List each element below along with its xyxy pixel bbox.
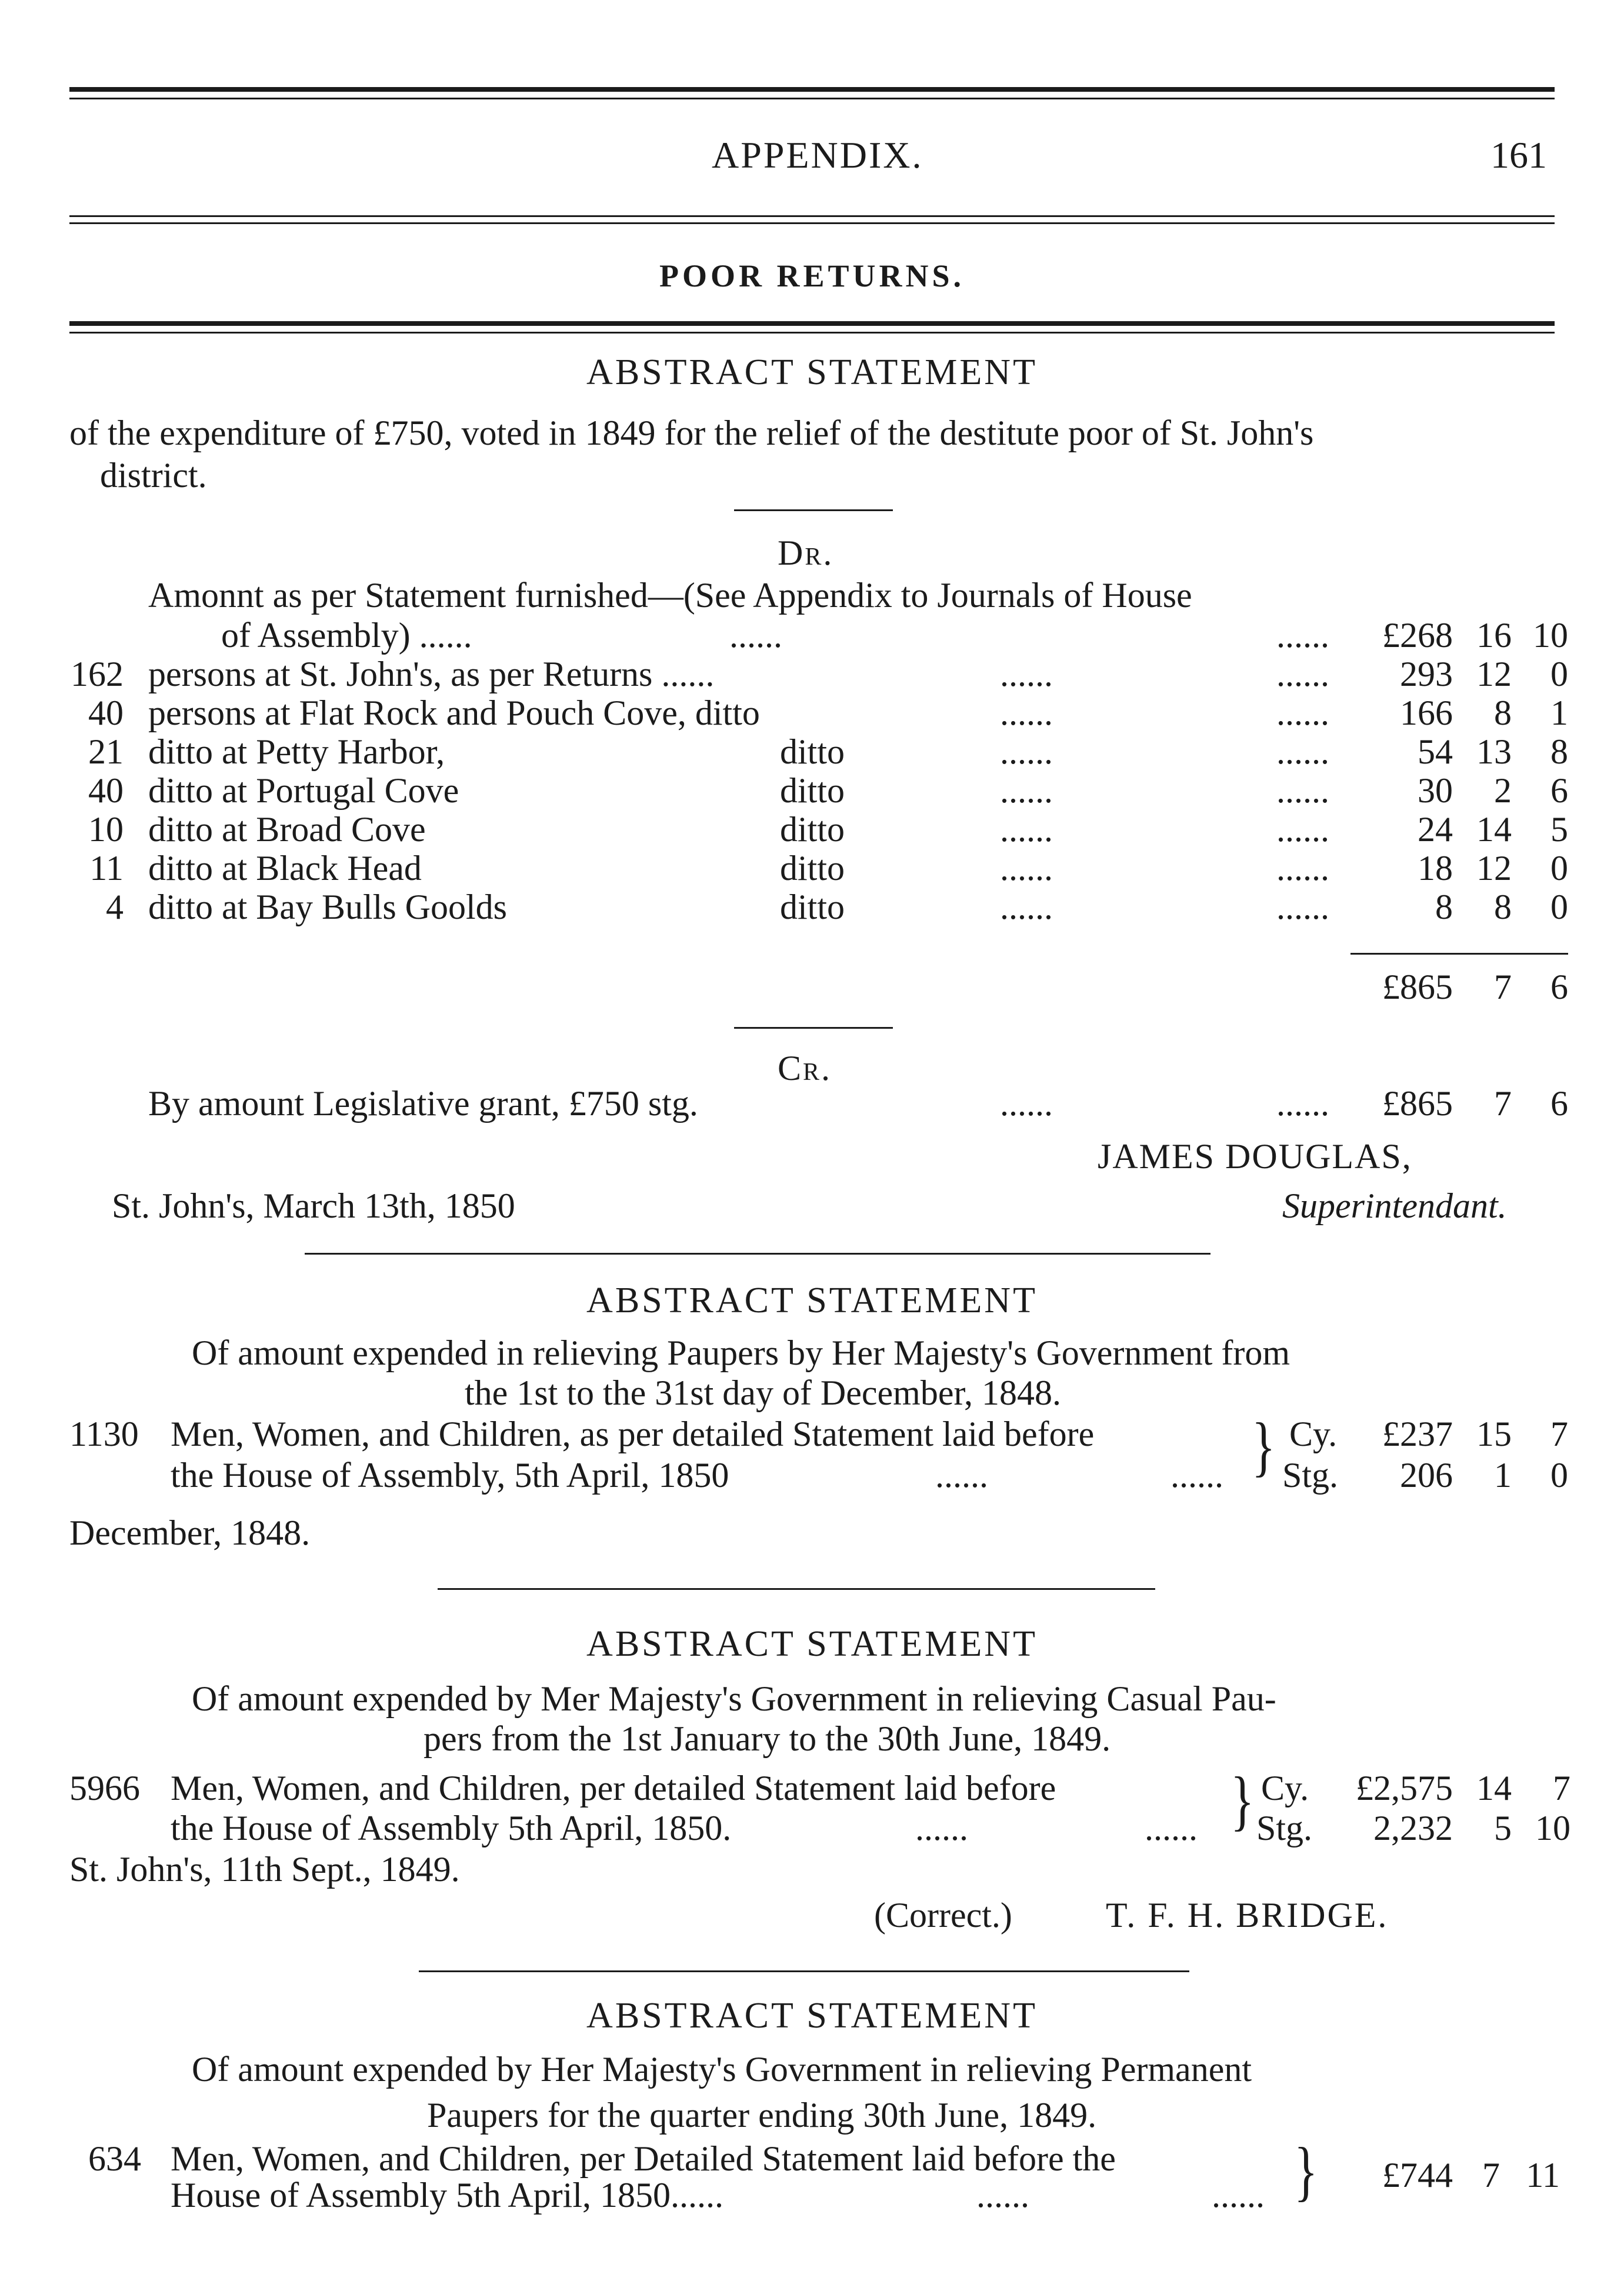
statement1-sum-rule	[1350, 953, 1568, 955]
statement3-count: 5966	[69, 1769, 140, 1808]
statement4-heading: ABSTRACT STATEMENT	[586, 1996, 1038, 2036]
statement3-stg-pounds: 2,232	[1373, 1809, 1453, 1848]
statement1-row-description: persons at Flat Rock and Pouch Cove, ditto	[148, 693, 760, 732]
statement4-line2: House of Assembly 5th April, 1850......	[171, 2176, 723, 2215]
statement4-intro-line1: Of amount expended by Her Majesty's Government in relieving Permanent	[192, 2050, 1252, 2089]
statement4-intro-line2: Paupers for the quarter ending 30th June, 1849.	[427, 2096, 1097, 2135]
statement1-row-pounds: 24	[1418, 810, 1453, 849]
statement3-signatory: T. F. H. BRIDGE.	[1106, 1896, 1389, 1935]
top-rule-thin	[69, 98, 1555, 99]
statement1-total-shillings: 7	[1494, 968, 1512, 1006]
statement1-row-count: 40	[88, 693, 124, 732]
statement3-correct: (Correct.)	[874, 1896, 1012, 1935]
statement1-row-shillings: 13	[1476, 732, 1512, 771]
statement2-intro-line1: Of amount expended in relieving Paupers by Her Majesty's Government from	[192, 1333, 1290, 1372]
statement1-row-pounds: £268	[1382, 616, 1453, 655]
statement4-leader-1: ......	[976, 2176, 1029, 2215]
statement1-row-pence: 0	[1550, 655, 1568, 693]
statement1-row-shillings: 12	[1476, 655, 1512, 693]
statement2-cy-shillings: 15	[1476, 1415, 1512, 1453]
statement1-cr-line: By amount Legislative grant, £750 stg.	[148, 1084, 698, 1123]
statement1-dr-label: Dr.	[778, 533, 834, 572]
statement4-pence: 11	[1526, 2156, 1560, 2195]
statement1-row-count: 11	[89, 849, 124, 888]
statement1-row-shillings: 2	[1494, 771, 1512, 810]
statement2-leader-2: ......	[1171, 1456, 1223, 1495]
statement1-cr-label: Cr.	[778, 1049, 832, 1088]
statement1-short-rule-1	[734, 509, 893, 511]
statement1-row-leader: ......	[1276, 616, 1329, 655]
page-number: 161	[1490, 134, 1547, 176]
statement1-row-leader: ......	[1276, 771, 1329, 810]
statement1-row-pence: 8	[1550, 732, 1568, 771]
statement1-intro-line2: district.	[100, 456, 207, 495]
statement1-row-pounds: 8	[1435, 888, 1453, 926]
section-rule-thick	[69, 321, 1555, 326]
statement1-row-leader: ......	[729, 616, 782, 655]
statement1-row-ditto: ditto	[780, 732, 845, 771]
statement3-heading: ABSTRACT STATEMENT	[586, 1624, 1038, 1664]
statement1-place-date: St. John's, March 13th, 1850	[112, 1186, 515, 1225]
statement3-brace: }	[1230, 1764, 1255, 1838]
statement4-leader-2: ......	[1212, 2176, 1265, 2215]
statement3-cy-pence: 7	[1553, 1769, 1570, 1808]
statement2-stg-label: Stg.	[1282, 1456, 1339, 1495]
statement1-row-leader: ......	[1000, 655, 1053, 693]
statement1-row-leader: ......	[1000, 810, 1053, 849]
statement1-cr-leader-1: ......	[1000, 1084, 1053, 1123]
statement2-date: December, 1848.	[69, 1513, 311, 1552]
statement4-brace: }	[1294, 2135, 1318, 2209]
statement3-intro-line2: pers from the 1st January to the 30th June, 1849.	[423, 1719, 1111, 1758]
statement2-intro-line2: the 1st to the 31st day of December, 1848.	[465, 1373, 1062, 1412]
section-title: POOR RETURNS.	[659, 258, 965, 294]
statement1-row-description: ditto at Bay Bulls Goolds	[148, 888, 508, 926]
statement4-count: 634	[88, 2139, 141, 2178]
statement3-cy-label: Cy.	[1261, 1769, 1309, 1808]
statement1-row-leader: ......	[1000, 888, 1053, 926]
statement1-row-count: 4	[106, 888, 124, 926]
statement1-row-description: persons at St. John's, as per Returns ......	[148, 655, 715, 693]
statement1-row-count: 10	[88, 810, 124, 849]
statement1-row-pence: 6	[1550, 771, 1568, 810]
statement2-brace: }	[1252, 1410, 1276, 1484]
statement1-row-leader: ......	[1000, 693, 1053, 732]
statement1-row-pence: 1	[1550, 693, 1568, 732]
statement1-cr-leader-2: ......	[1276, 1084, 1329, 1123]
statement2-count: 1130	[69, 1415, 139, 1453]
statement2-heading: ABSTRACT STATEMENT	[586, 1280, 1038, 1320]
statement1-end-rule	[305, 1253, 1211, 1255]
statement1-total-pounds: £865	[1382, 968, 1453, 1006]
statement2-end-rule	[438, 1588, 1155, 1590]
statement1-row-leader: ......	[1000, 732, 1053, 771]
statement1-row-description: of Assembly) ......	[221, 616, 472, 655]
statement1-row-count: 162	[71, 655, 124, 693]
statement3-leader-1: ......	[915, 1809, 968, 1848]
statement1-row-pounds: 293	[1400, 655, 1453, 693]
statement3-leader-2: ......	[1145, 1809, 1198, 1848]
statement4-line1: Men, Women, and Children, per Detailed Statement laid before the	[171, 2139, 1116, 2178]
statement2-line1: Men, Women, and Children, as per detailed Statement laid before	[171, 1415, 1095, 1453]
header-rule-1	[69, 215, 1555, 217]
statement2-leader-1: ......	[935, 1456, 988, 1495]
statement1-row-ditto: ditto	[780, 849, 845, 888]
statement3-cy-shillings: 14	[1476, 1769, 1512, 1808]
statement1-row-description: ditto at Black Head	[148, 849, 422, 888]
statement1-row-pence: 5	[1550, 810, 1568, 849]
statement1-row-leader: ......	[1276, 849, 1329, 888]
statement1-row-ditto: ditto	[780, 888, 845, 926]
statement1-row-leader: ......	[1000, 849, 1053, 888]
statement2-stg-shillings: 1	[1494, 1456, 1512, 1495]
statement1-row-ditto: ditto	[780, 810, 845, 849]
statement1-row-leader: ......	[1276, 693, 1329, 732]
statement1-row-count: 21	[88, 732, 124, 771]
statement2-cy-label: Cy.	[1289, 1415, 1338, 1453]
statement1-cr-shillings: 7	[1494, 1084, 1512, 1123]
statement3-stg-shillings: 5	[1494, 1809, 1512, 1848]
statement1-row-pence: 0	[1550, 849, 1568, 888]
header-rule-2	[69, 222, 1555, 224]
statement1-row-pounds: 18	[1418, 849, 1453, 888]
statement4-pounds: £744	[1382, 2156, 1453, 2195]
statement2-stg-pence: 0	[1550, 1456, 1568, 1495]
statement1-cr-pounds: £865	[1382, 1084, 1453, 1123]
statement3-stg-pence: 10	[1535, 1809, 1570, 1848]
statement3-line2: the House of Assembly 5th April, 1850.	[171, 1809, 732, 1848]
statement1-row-leader: ......	[1276, 655, 1329, 693]
running-title: APPENDIX.	[712, 134, 923, 176]
statement3-cy-pounds: £2,575	[1356, 1769, 1453, 1808]
statement1-row-pence: 0	[1550, 888, 1568, 926]
statement1-row-pounds: 54	[1418, 732, 1453, 771]
statement3-line1: Men, Women, and Children, per detailed Statement laid before	[171, 1769, 1056, 1808]
statement1-row-shillings: 16	[1476, 616, 1512, 655]
statement1-row-ditto: ditto	[780, 771, 845, 810]
statement1-total-pence: 6	[1550, 968, 1568, 1006]
statement1-row-count: 40	[88, 771, 124, 810]
statement1-row-shillings: 14	[1476, 810, 1512, 849]
statement2-stg-pounds: 206	[1400, 1456, 1453, 1495]
statement3-end-rule	[419, 1970, 1189, 1972]
statement1-row-pounds: 166	[1400, 693, 1453, 732]
statement1-row-leader: ......	[1276, 732, 1329, 771]
statement1-short-rule-2	[734, 1027, 893, 1029]
statement3-place-date: St. John's, 11th Sept., 1849.	[69, 1850, 460, 1889]
statement1-heading: ABSTRACT STATEMENT	[586, 352, 1038, 392]
top-rule-thick	[69, 87, 1555, 92]
statement1-row-shillings: 8	[1494, 888, 1512, 926]
statement2-cy-pounds: £237	[1382, 1415, 1453, 1453]
section-rule-thin	[69, 332, 1555, 334]
statement1-row-shillings: 12	[1476, 849, 1512, 888]
statement1-role: Superintendant.	[1282, 1186, 1507, 1225]
statement1-row-pence: 10	[1533, 616, 1568, 655]
statement1-row-description: ditto at Petty Harbor,	[148, 732, 445, 771]
statement2-line2: the House of Assembly, 5th April, 1850	[171, 1456, 729, 1495]
statement3-intro-line1: Of amount expended by Mer Majesty's Government in relieving Casual Pau-	[192, 1679, 1276, 1718]
statement1-row-shillings: 8	[1494, 693, 1512, 732]
statement3-stg-label: Stg.	[1256, 1809, 1313, 1848]
statement1-row-leader: ......	[1000, 771, 1053, 810]
statement1-amount-line: Amonnt as per Statement furnished—(See Appendix to Journals of House	[148, 576, 1192, 615]
statement1-signatory: JAMES DOUGLAS,	[1098, 1137, 1412, 1176]
statement2-cy-pence: 7	[1550, 1415, 1568, 1453]
statement1-cr-pence: 6	[1550, 1084, 1568, 1123]
statement1-row-pounds: 30	[1418, 771, 1453, 810]
statement1-row-description: ditto at Broad Cove	[148, 810, 426, 849]
statement4-shillings: 7	[1482, 2156, 1500, 2195]
statement1-row-leader: ......	[1276, 888, 1329, 926]
statement1-intro-line1: of the expenditure of £750, voted in 1849 for the relief of the destitute poor of St. John's	[69, 413, 1314, 452]
statement1-row-leader: ......	[1276, 810, 1329, 849]
statement1-row-description: ditto at Portugal Cove	[148, 771, 459, 810]
